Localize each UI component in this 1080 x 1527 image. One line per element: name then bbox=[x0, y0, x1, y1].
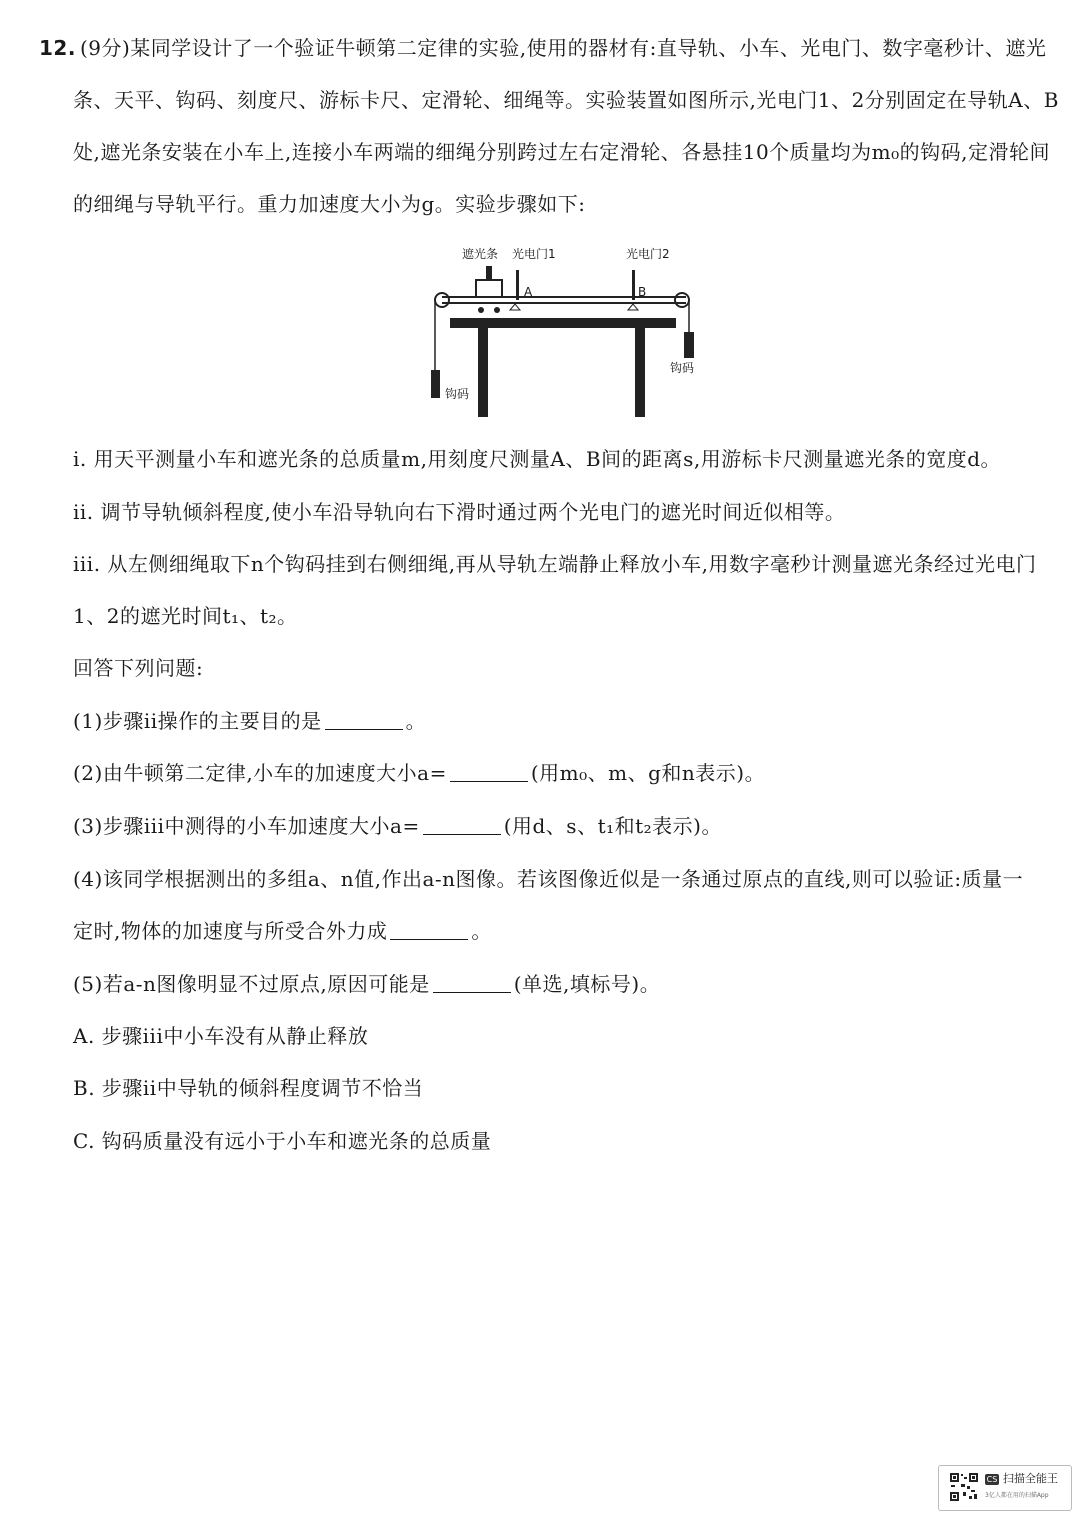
experiment-diagram bbox=[430, 240, 700, 420]
part-2 bbox=[73, 758, 1063, 788]
part-3-text: (3)步骤iii中测得的小车加速度大小a= bbox=[73, 814, 420, 838]
label-A: A bbox=[524, 285, 533, 299]
step-3a: iii. 从左侧细绳取下n个钩码挂到右侧细绳,再从导轨左端静止释放小车,用数字毫秒计测量遮光条经过光电门 bbox=[73, 552, 1037, 576]
part-4-end: 。 bbox=[471, 919, 492, 943]
answer-blank-1[interactable] bbox=[325, 709, 403, 730]
part-5-end: (单选,填标号)。 bbox=[513, 972, 661, 996]
question-number: 12. bbox=[39, 36, 76, 60]
step-1: i. 用天平测量小车和遮光条的总质量m,用刻度尺测量A、B间的距离s,用游标卡尺测量遮光条的宽度d。 bbox=[73, 447, 1001, 471]
part-1-end: 。 bbox=[405, 709, 427, 733]
part-4a: (4)该同学根据测出的多组a、n值,作出a-n图像。若该图像近似是一条通过原点的直线,则可以验证:质量一 bbox=[73, 867, 1024, 891]
label-weight-left: 钩码 bbox=[445, 387, 470, 401]
answer-prompt: 回答下列问题: bbox=[73, 656, 204, 680]
answer-blank-4[interactable] bbox=[390, 919, 468, 940]
answer-blank-2[interactable] bbox=[450, 761, 528, 782]
part-3 bbox=[73, 811, 1063, 841]
scanner-watermark bbox=[938, 1465, 1072, 1511]
question-text: (9分)某同学设计了一个验证牛顿第二定律的实验,使用的器材有:直导轨、小车、光电门、数字毫秒计、遮光条、天平、钩码、刻度尺、游标卡尺、定滑轮、细绳等。实验装置如图所示,光电门1、2分别固定在导轨A、B处,遮光条安装在小车上,连接小车两端的细绳分别跨过左右定滑轮、各悬挂10个质量均为m₀的钩码,定滑轮间的细绳与导轨平行。重力加速度大小为g。实验步骤如下: bbox=[73, 36, 1059, 216]
step-2: ii. 调节导轨倾斜程度,使小车沿导轨向右下滑时通过两个光电门的遮光时间近似相等。 bbox=[73, 500, 846, 524]
option-b: B. 步骤ii中导轨的倾斜程度调节不恰当 bbox=[73, 1076, 424, 1100]
question-intro bbox=[39, 22, 1063, 230]
part-4-text: 定时,物体的加速度与所受合外力成 bbox=[73, 919, 388, 943]
option-a: A. 步骤iii中小车没有从静止释放 bbox=[73, 1024, 369, 1048]
part-5 bbox=[73, 969, 1063, 999]
app-logo-icon: CS bbox=[986, 1475, 998, 1484]
label-weight-right: 钩码 bbox=[670, 361, 695, 375]
app-name: 扫描全能王 bbox=[1003, 1472, 1058, 1485]
part-1 bbox=[73, 706, 1063, 736]
part-1-text: (1)步骤ii操作的主要目的是 bbox=[73, 709, 322, 733]
answer-blank-3[interactable] bbox=[423, 814, 501, 835]
answer-blank-5[interactable] bbox=[433, 972, 511, 993]
label-gate-2: 光电门2 bbox=[626, 247, 670, 261]
label-gate-1: 光电门1 bbox=[512, 247, 556, 261]
label-B: B bbox=[638, 285, 647, 299]
step-3b: 1、2的遮光时间t₁、t₂。 bbox=[73, 604, 298, 628]
qr-code-icon bbox=[949, 1472, 979, 1502]
part-5-text: (5)若a-n图像明显不过原点,原因可能是 bbox=[73, 972, 430, 996]
part-3-end: (用d、s、t₁和t₂表示)。 bbox=[503, 814, 722, 838]
part-4b bbox=[73, 916, 1063, 946]
option-c: C. 钩码质量没有远小于小车和遮光条的总质量 bbox=[73, 1129, 492, 1153]
part-2-text: (2)由牛顿第二定律,小车的加速度大小a= bbox=[73, 761, 447, 785]
part-2-end: (用m₀、m、g和n表示)。 bbox=[530, 761, 766, 785]
app-slogan: 3亿人都在用的扫描App bbox=[985, 1492, 1049, 1499]
label-shade-bar: 遮光条 bbox=[462, 247, 499, 261]
